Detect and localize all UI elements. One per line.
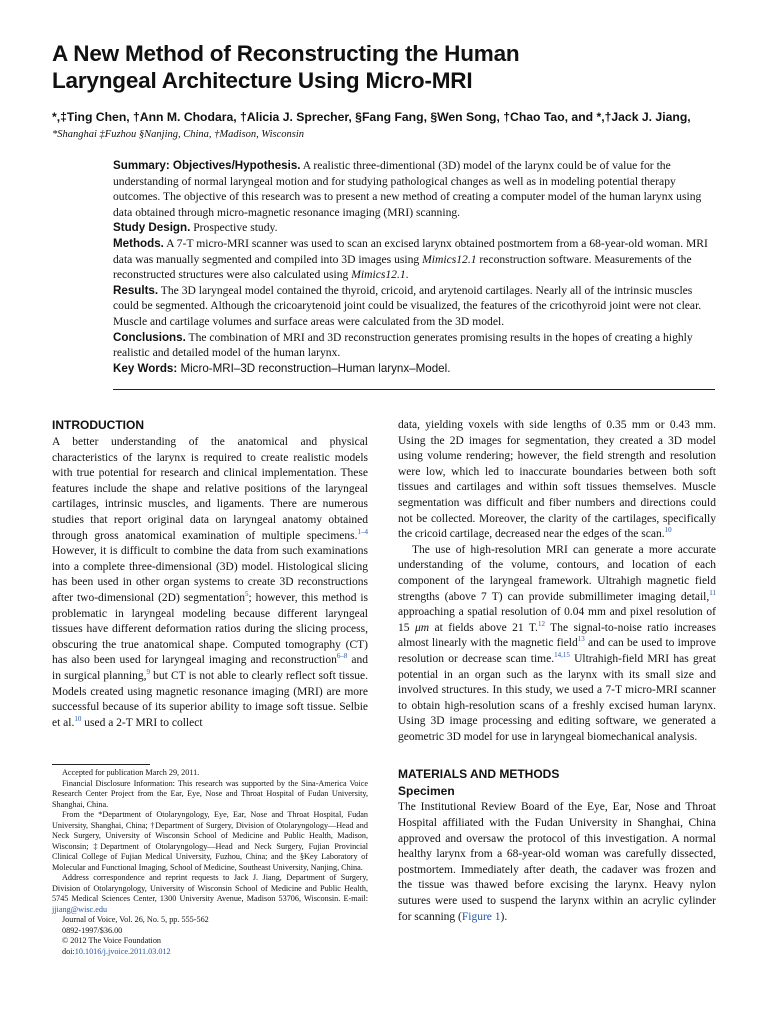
- intro-text: However, it is difficult to combine the data from such examinations into a complete three-dimensional (3D) model. Histological slicing has been used in other organ systems to create 3D reconstructions after two-dimensional (2D) segmentation: [52, 545, 368, 604]
- conclusions-label: Conclusions.: [113, 330, 186, 344]
- abstract-methods: [113, 236, 715, 283]
- left-column: [52, 418, 368, 731]
- email-link[interactable]: jjiang@wisc.edu: [52, 904, 108, 914]
- introduction-paragraph-1: [52, 435, 368, 731]
- footnote-doi: [52, 947, 368, 958]
- title-line-1: A New Method of Reconstructing the Human: [52, 41, 520, 66]
- introduction-heading: INTRODUCTION: [52, 418, 144, 432]
- footnote-issn: 0892-1997/$36.00: [62, 925, 123, 935]
- intro-text: at fields above 21 T.: [429, 621, 538, 634]
- conclusions-text: The combination of MRI and 3D reconstruction generates promising results in the hopes of creating a highly realistic and detailed model of the human larynx.: [113, 330, 693, 360]
- specimen-subheading: Specimen: [398, 784, 455, 799]
- abstract: [113, 158, 715, 376]
- methods-label: Methods.: [113, 236, 164, 250]
- author-list: *,‡Ting Chen, †Ann M. Chodara, †Alicia J. Sprecher, §Fang Fang, §Wen Song, †Chao Tao, and *,†Jack J. Jiang,: [52, 110, 691, 124]
- intro-text: ; however, this method is problematic in laryngeal modeling because different laryngeal tissues have different deformation ratios during the slicing process, obscuring the true anatomical shape. Computed tomography (CT) has also been used for laryngeal imaging and reconstruction: [52, 591, 368, 667]
- methods-heading: MATERIALS AND METHODS: [398, 767, 560, 782]
- citation-link[interactable]: 14,15: [554, 651, 570, 660]
- citation-link[interactable]: 5: [245, 590, 249, 599]
- design-label: Study Design.: [113, 221, 191, 235]
- design-text: Prospective study.: [190, 221, 278, 235]
- results-text: The 3D laryngeal model contained the thyroid, cricoid, and arytenoid cartilages. Nearly all of the intrinsic muscles could be segmented. Although the cricoarytenoid joint could be visualized, the features of the cricothyroid joint were not clear. Muscle and cartilage volumes and surface areas were calculated from the 3D model.: [113, 283, 702, 328]
- footnote-correspondence: [52, 873, 368, 915]
- results-label: Results.: [113, 283, 159, 297]
- right-column: [398, 418, 716, 925]
- abstract-keywords: [113, 361, 715, 377]
- intro-text: and can be used to improve resolution or decrease scan time.: [398, 637, 716, 665]
- footnote-copyright: © 2012 The Voice Foundation: [62, 936, 162, 945]
- methods-text-a: A 7-T micro-MRI scanner was used to scan an excised larynx obtained postmortem from a 68-year-old woman. MRI data was manually segmented and compiled into 3D images using: [113, 236, 708, 266]
- methods-software-2: Mimics12.1: [351, 268, 406, 282]
- abstract-results: [113, 283, 715, 330]
- intro-text: data, yielding voxels with side lengths of 0.35 mm or 0.43 mm. Using the 2D images for segmentation, they created a 3D model using volume rendering; however, the field strength and resolution were low, which led to inaccurate boundaries between both soft tissues and cartilages and within soft tissues themselves. Muscle segmentation was difficult and fiber numbers and directions could not be collected. Moreover, the clarity of the cartilages, specifically the cricoid cartilage, decreased near the edges of the scan.: [398, 419, 716, 541]
- intro-text: approaching a spatial resolution of 0.04 mm and pixel resolution of 15: [398, 606, 716, 634]
- citation-link[interactable]: 12: [537, 619, 545, 628]
- footnote-affiliations: From the *Department of Otolaryngology, Eye, Ear, Nose and Throat Hospital, Fudan University, Shanghai, China; †Department of Surgery, Division of Otolaryngology—Head and Neck Surgery, University of Wisconsin School of Medicine and Public Health, Madison, Wisconsin; ‡Department of Otolaryngology—Head and Neck Surgery, Fujian Provincial Clinical College of Fujian Medical University, Fuzhou, China; and the §Key Laboratory of Molecular and Functional Imaging, School of Medicine, Southeast University, Nanjing, China.: [52, 810, 368, 872]
- summary-label: Summary: Objectives/Hypothesis.: [113, 159, 301, 172]
- citation-link[interactable]: 10: [74, 714, 82, 723]
- doi-link[interactable]: 10.1016/j.jvoice.2011.03.012: [74, 946, 171, 956]
- figure-1-link[interactable]: Figure 1: [461, 910, 501, 923]
- intro-text: The use of high-resolution MRI can generate a more accurate understanding of the volume, contours, and location of each component of the laryngeal framework. Ultrahigh magnetic field strengths (above 7 T) can provide submillimeter imaging detail,: [398, 543, 716, 603]
- footnote-disclosure: Financial Disclosure Information: This research was supported by the Sina-America Voice Research Center Project from the Ear, Eye, Nose and Throat Hospital of Fudan University, Shanghai, China.: [52, 778, 368, 809]
- citation-link[interactable]: 10: [664, 526, 672, 535]
- citation-link[interactable]: 6–8: [336, 652, 348, 661]
- affiliations: *Shanghai ‡Fuzhou §Nanjing, China, †Madison, Wisconsin: [52, 129, 305, 140]
- intro-text: A better understanding of the anatomical and physical characteristics of the larynx is required to create realistic models with true potential for research and clinical implementation. These features include the shape and relative positions of the laryngeal cartilages, intrinsic muscles, and ligaments. There are numerous studies that report original data on laryngeal anatomy obtained through gross anatomical examination of multiple specimens.: [52, 436, 368, 542]
- abstract-summary: [113, 158, 715, 220]
- abstract-divider: [113, 389, 715, 390]
- methods-text: ).: [500, 910, 508, 923]
- intro-text: The signal-to-noise ratio increases almost linearly with the magnetic field: [398, 621, 716, 650]
- methods-text-b: reconstruction software. Measurements of the reconstructed structures were also calculated using: [113, 252, 692, 282]
- methods-text-c: .: [405, 268, 409, 282]
- micro-unit: μm: [414, 621, 430, 634]
- methods-paragraph-1: [398, 800, 716, 925]
- keywords-label: Key Words:: [113, 361, 178, 375]
- citation-link[interactable]: 13: [577, 635, 585, 644]
- keywords-text: Micro-MRI–3D reconstruction–Human larynx–Model.: [177, 361, 451, 375]
- title-line-2: Laryngeal Architecture Using Micro-MRI: [52, 68, 473, 93]
- citation-link[interactable]: 1–4: [357, 527, 368, 536]
- methods-software: Mimics12.1: [422, 252, 477, 266]
- intro-text: Ultrahigh-field MRI has great potential in an organ such as the larynx with its small size and involved structures. In this study, we used a 7-T micro-MRI scanner to obtain high-resolution scans of a freshly excised human larynx. Using 3D image processing and editing software, we generated a geometric 3D model for use in laryngeal biomechanical analysis.: [398, 652, 716, 743]
- footnote-journal: Journal of Voice, Vol. 26, No. 5, pp. 555-562: [62, 915, 209, 924]
- intro-text: but CT is not able to clearly reflect soft tissue. Models created using magnetic resonance imaging (MRI) are more successful because of its superior ability to image soft tissue. Selbie et al.: [52, 669, 368, 729]
- footnotes: [52, 768, 368, 957]
- article-title: [52, 40, 732, 94]
- citation-link[interactable]: 9: [146, 668, 151, 677]
- footnote-accepted: Accepted for publication March 29, 2011.: [62, 768, 200, 777]
- introduction-paragraph-1-continued: [398, 418, 716, 543]
- footnote-divider: [52, 764, 150, 765]
- abstract-conclusions: [113, 330, 715, 361]
- intro-text: used a 2-T MRI to collect: [81, 716, 203, 729]
- correspondence-text: Address correspondence and reprint requests to Jack J. Jiang, Department of Surgery, Division of Otolaryngology, University of Wisconsin School of Medicine and Public Health, 5745 Medical Sciences Center, 1300 University Avenue, Madison 53706, Wisconsin. E-mail:: [52, 873, 368, 903]
- abstract-design: [113, 220, 715, 236]
- methods-text: The Institutional Review Board of the Eye, Ear, Nose and Throat Hospital affiliated with the Fudan University in Shanghai, China approved and oversaw the protocol of this investigation. A normal healthy larynx from a 68-year-old woman was carefully dissected, postmortem. Immediately after death, the cadaver was frozen and the tissue was thawed before excising the larynx. Heavy nylon sutures were used to suspend the larynx within an acrylic cylinder for scanning (: [398, 801, 716, 923]
- summary-text: A realistic three-dimentional (3D) model of the larynx could be of value for the understanding of normal laryngeal motion and for studying pathological changes as well as in modeling potential therapy outcomes. The objective of this research was to present a new method of creating a computer model of the human larynx using data obtained through micro-magnetic resonance imaging (MRI) scanning.: [113, 159, 702, 219]
- intro-text: and in surgical planning,: [52, 654, 368, 682]
- citation-link[interactable]: 11: [709, 588, 716, 597]
- doi-label: doi:: [62, 946, 75, 956]
- introduction-paragraph-2: [398, 543, 716, 746]
